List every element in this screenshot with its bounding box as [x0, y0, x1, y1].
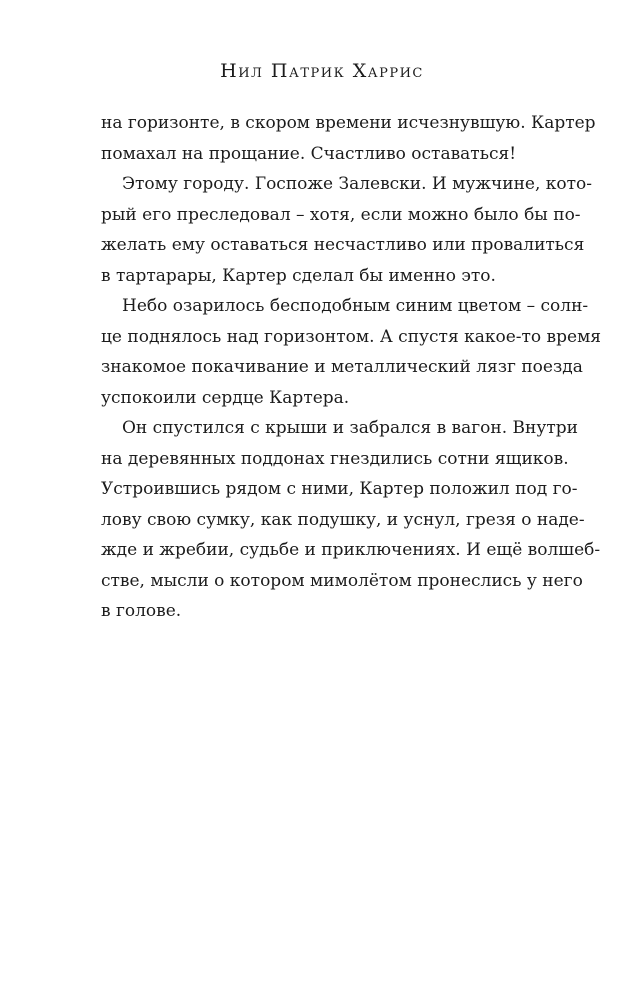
text-line: успокоили сердце Картера.: [101, 387, 350, 408]
paragraph-1: [101, 108, 596, 169]
text-line: на деревянных поддонах гнездились сотни ящиков.: [101, 448, 569, 469]
paragraph-2: [101, 169, 593, 291]
text-line: на горизонте, в скором времени исчезнувшую. Картер: [101, 113, 596, 133]
paragraph-3: [101, 291, 602, 413]
text-line: рый его преследовал – хотя, если можно было бы по-: [101, 204, 581, 225]
text-line: Этому городу. Госпоже Залевски. И мужчине, кото-: [122, 174, 593, 194]
text-line: Он спустился с крыши и забрался в вагон. Внутри: [122, 418, 578, 438]
paragraph-4: [101, 413, 601, 627]
text-line: Небо озарилось бесподобным синим цветом – солн-: [122, 296, 589, 316]
text-line: Устроившись рядом с ними, Картер положил под го-: [101, 479, 578, 499]
running-head: Нил Патрик Харрис: [220, 60, 424, 82]
text-line: в тартарары, Картер сделал бы именно это.: [101, 265, 496, 286]
text-line: желать ему оставаться несчастливо или провалиться: [101, 235, 585, 255]
text-line: лову свою сумку, как подушку, и уснул, грезя о наде-: [101, 509, 585, 530]
text-line: в голове.: [101, 601, 182, 621]
text-line: стве, мысли о котором мимолётом пронеслись у него: [101, 570, 583, 591]
text-line: помахал на прощание. Счастливо оставаться!: [101, 143, 517, 164]
body-text: [101, 108, 602, 627]
text-line: жде и жребии, судьбе и приключениях. И ещё волшеб-: [101, 540, 601, 560]
text-line: це поднялось над горизонтом. А спустя какое-то время: [101, 326, 602, 347]
text-line: знакомое покачивание и металлический лязг поезда: [101, 357, 583, 377]
